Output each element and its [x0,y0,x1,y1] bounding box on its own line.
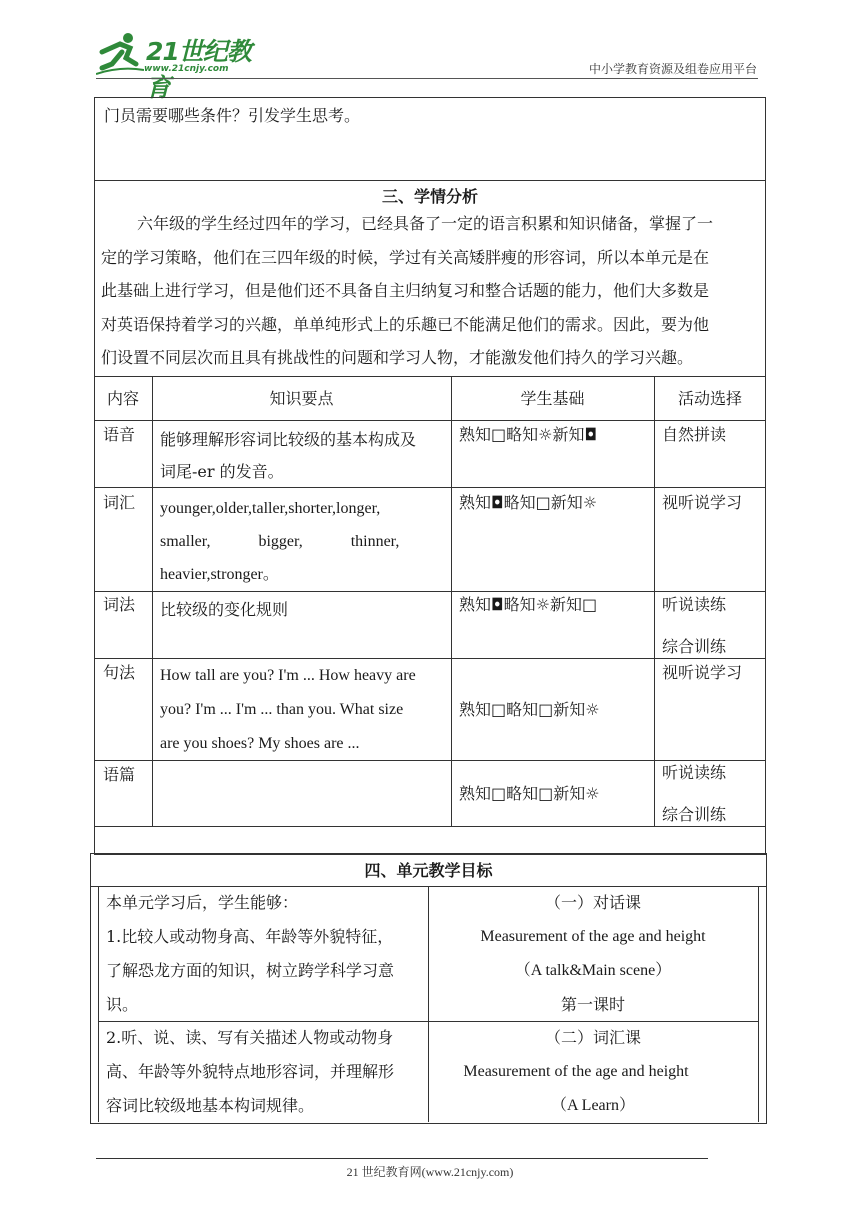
site-logo [96,30,266,102]
goal-text: 识。 [106,995,139,1014]
header-divider [96,78,758,79]
table-cell-content: 语篇 [103,765,136,784]
column-divider [152,376,153,826]
lesson-type: （二）词汇课 [544,1028,641,1047]
table-cell-activity: 听说读练 [662,763,727,782]
table-cell-activity: 听说读练 [662,595,727,614]
footer-divider [96,1158,708,1159]
table-header-basis: 学生基础 [520,389,585,408]
platform-label: 中小学教育资源及组卷应用平台 [588,62,757,76]
table-cell-activity: 综合训练 [662,637,727,656]
table-cell-points: are you shoes? My shoes are ... [160,735,360,752]
section-heading-goals: 四、单元教学目标 [364,861,493,880]
intro-text: 门员需要哪些条件？引发学生思考。 [104,106,361,125]
analysis-line: 此基础上进行学习，但是他们还不具备自主归纳复习和整合话题的能力，他们大多数是 [101,281,710,300]
table-cell-activity: 自然拼读 [662,425,727,444]
table-cell-points: smaller, bigger, thinner, [160,533,400,550]
table-cell-activity: 视听说学习 [662,663,743,682]
goal-text: 容词比较级地基本构词规律。 [106,1096,315,1115]
table-header-content: 内容 [106,389,139,408]
analysis-line: 对英语保持着学习的兴趣，单单纯形式上的乐趣已不能满足他们的需求。因此，要为他 [101,315,710,334]
table-cell-activity: 综合训练 [662,805,727,824]
goal-text: 本单元学习后，学生能够： [106,893,299,912]
table-cell-basis: 熟知□略知□新知☼ [459,700,600,719]
goal-text: 2.听、说、读、写有关描述人物或动物身 [106,1028,394,1047]
lesson-type: （一）对话课 [544,893,641,912]
lesson-section: （A talk&Main scene） [514,962,672,979]
table-cell-points: How tall are you? I'm ... How heavy are [160,667,416,684]
inner-border [98,886,99,1122]
footer-text: 21 世纪教育网(www.21cnjy.com) [346,1165,514,1179]
table-cell-points: 能够理解形容词比较级的基本构成及 [160,430,417,449]
table-cell-points: 比较级的变化规则 [160,600,289,619]
row-divider [94,826,766,827]
goal-text: 了解恐龙方面的知识，树立跨学科学习意 [106,961,395,980]
divider [94,376,766,377]
table-cell-content: 词汇 [103,493,136,512]
table-cell-basis: 熟知◘略知□新知☼ [459,493,598,512]
section-heading-analysis: 三、学情分析 [381,187,478,206]
table-cell-points: heavier,stronger。 [160,566,279,583]
logo-text: 21世纪教育 [146,37,251,102]
table-cell-points: 词尾-er 的发音。 [160,462,284,481]
table-cell-basis: 熟知□略知☼新知◘ [459,425,598,444]
column-divider [451,376,452,826]
table-cell-content: 句法 [103,663,136,682]
analysis-line: 定的学习策略，他们在三四年级的时候，学过有关高矮胖瘦的形容词，所以本单元是在 [101,248,710,267]
table-cell-content: 语音 [103,425,136,444]
column-divider [654,376,655,826]
lesson-period: 第一课时 [560,995,625,1014]
table-cell-activity: 视听说学习 [662,493,743,512]
analysis-line: 六年级的学生经过四年的学习，已经具备了一定的语言积累和知识储备，掌握了一 [137,214,714,233]
goal-text: 高、年龄等外貌特点地形容词，并理解形 [106,1062,395,1081]
lesson-section: （A Learn） [551,1097,635,1114]
analysis-line: 们设置不同层次而且具有挑战性的问题和学习人物，才能激发他们持久的学习兴趣。 [101,348,694,367]
table-cell-basis: 熟知□略知□新知☼ [459,784,600,803]
table-header-activity: 活动选择 [677,389,742,408]
lesson-title: Measurement of the age and height [480,928,706,945]
table-cell-points: younger,older,taller,shorter,longer, [160,500,381,517]
table-cell-content: 词法 [103,595,136,614]
lesson-title: Measurement of the age and height [463,1063,689,1080]
logo-url: www.21cnjy.com [144,64,229,74]
table-cell-points: you? I'm ... I'm ... than you. What size [160,701,404,718]
goal-text: 1.比较人或动物身高、年龄等外貌特征， [106,927,394,946]
page-header [0,0,860,102]
runner-logo-icon [96,30,144,76]
inner-border [758,886,759,1122]
table-header-points: 知识要点 [269,389,334,408]
table-cell-basis: 熟知◘略知☼新知□ [459,595,598,614]
